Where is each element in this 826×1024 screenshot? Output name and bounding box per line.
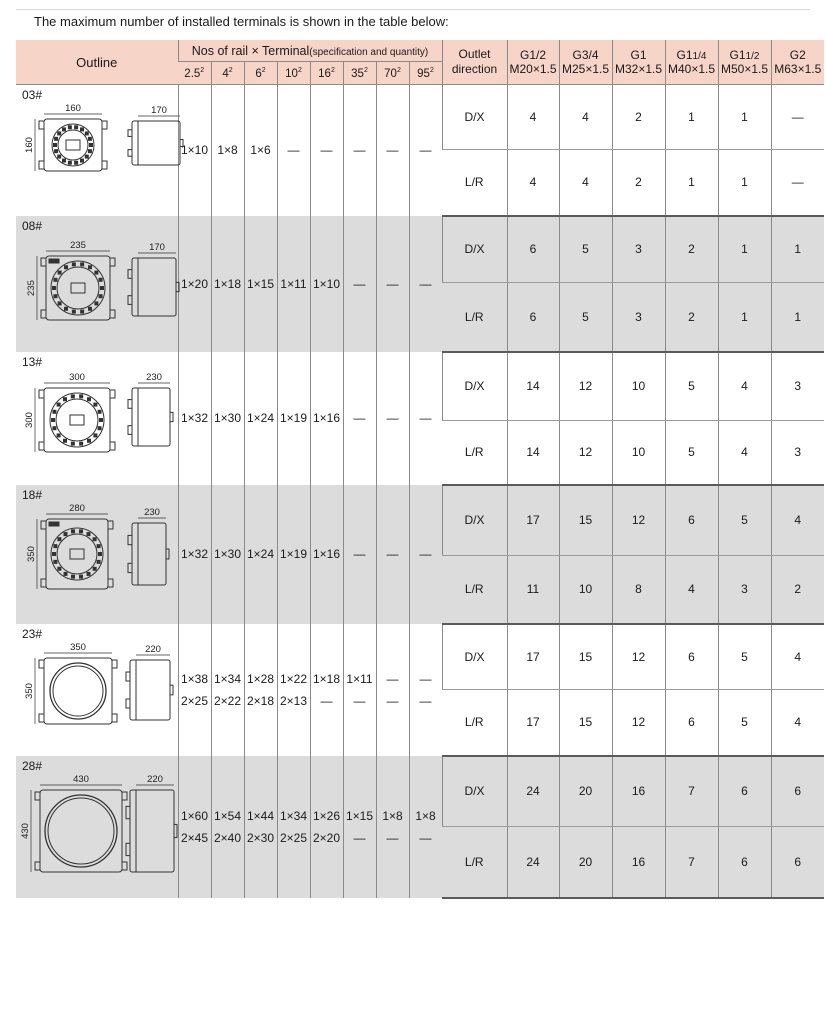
gland-quantity-cell: 24 xyxy=(507,756,559,827)
gland-quantity-cell: 1 xyxy=(718,85,771,150)
dimension-height: 350 xyxy=(26,545,37,562)
outlet-direction-cell: D/X xyxy=(442,624,507,690)
dimension-front-width: 235 xyxy=(70,239,86,251)
dimension-side-depth: 220 xyxy=(145,643,161,655)
gland-quantity-cell: 1 xyxy=(718,283,771,352)
terminal-size-header: $16^2$ xyxy=(310,62,343,85)
rail-terminal-cell: 1×18 xyxy=(211,216,244,352)
rail-terminal-cell: 1×16 xyxy=(310,485,343,624)
gland-quantity-cell: 15 xyxy=(559,624,612,690)
model-name: 03# xyxy=(22,88,43,102)
outline-cell xyxy=(16,485,178,624)
intro-text: The maximum number of installed terminals is shown in the table below: xyxy=(34,14,449,29)
dimension-side-depth: 230 xyxy=(144,506,160,518)
enclosure-drawing xyxy=(22,238,174,348)
gland-quantity-cell: 1 xyxy=(771,283,824,352)
gland-quantity-cell: 11 xyxy=(507,556,559,624)
gland-quantity-cell: 6 xyxy=(665,624,718,690)
rail-terminal-cell: 1×16 xyxy=(310,352,343,485)
rail-terminal-cell: — xyxy=(277,85,310,216)
rail-terminal-cell: — xyxy=(409,485,442,624)
rail-terminal-cell: 1×44 2×30 xyxy=(244,756,277,898)
outlet-direction-cell: D/X xyxy=(442,352,507,421)
model-name: 28# xyxy=(22,758,43,773)
outline-cell xyxy=(16,216,178,352)
rail-terminal-cell: — — xyxy=(409,624,442,756)
gland-quantity-cell: 4 xyxy=(559,150,612,216)
gland-quantity-cell: 17 xyxy=(507,624,559,690)
terminal-size-header: $10^2$ xyxy=(277,62,310,85)
rail-terminal-cell: 1×30 xyxy=(211,352,244,485)
gland-header: G1/2 M20×1.5 xyxy=(507,40,559,85)
gland-quantity-cell: 4 xyxy=(507,150,559,216)
gland-quantity-cell: 2 xyxy=(665,283,718,352)
terminal-table xyxy=(16,40,824,899)
dimension-height: 430 xyxy=(20,822,31,839)
rail-terminal-cell: 1×19 xyxy=(277,352,310,485)
terminal-size-header: $4^2$ xyxy=(211,62,244,85)
rail-terminal-cell: 1×15 xyxy=(244,216,277,352)
rail-group-header: Nos of rail × Terminal(specification and quantity) xyxy=(178,40,442,62)
rail-terminal-cell: — xyxy=(343,85,376,216)
gland-quantity-cell: 14 xyxy=(507,421,559,485)
outlet-direction-cell: L/R xyxy=(442,827,507,898)
gland-quantity-cell: 7 xyxy=(665,756,718,827)
model-name: 08# xyxy=(22,218,43,233)
gland-quantity-cell: 6 xyxy=(507,216,559,283)
dimension-side-depth: 170 xyxy=(151,105,167,116)
gland-header: G1 M32×1.5 xyxy=(612,40,665,85)
rail-terminal-cell: 1×24 xyxy=(244,485,277,624)
gland-quantity-cell: 5 xyxy=(665,352,718,421)
rail-terminal-cell: — xyxy=(343,216,376,352)
table-row xyxy=(16,485,824,556)
gland-quantity-cell: 5 xyxy=(559,283,612,352)
gland-quantity-cell: 6 xyxy=(718,827,771,898)
dimension-side-depth: 220 xyxy=(147,773,163,785)
gland-quantity-cell: 20 xyxy=(559,827,612,898)
rail-terminal-cell: — xyxy=(376,352,409,485)
rail-terminal-cell: — xyxy=(376,485,409,624)
gland-quantity-cell: 10 xyxy=(612,421,665,485)
terminal-size-header: $70^2$ xyxy=(376,62,409,85)
gland-quantity-cell: 12 xyxy=(612,690,665,756)
outline-header: Outline xyxy=(16,40,178,85)
rail-terminal-cell: — xyxy=(409,85,442,216)
outline-cell xyxy=(16,85,178,216)
gland-quantity-cell: 1 xyxy=(665,85,718,150)
rail-terminal-cell: — — xyxy=(376,624,409,756)
rail-terminal-cell: 1×8 — xyxy=(376,756,409,898)
gland-quantity-cell: 6 xyxy=(718,756,771,827)
rail-terminal-cell: 1×24 xyxy=(244,352,277,485)
rail-terminal-cell: 1×18 — xyxy=(310,624,343,756)
gland-quantity-cell: 1 xyxy=(665,150,718,216)
outlet-direction-cell: D/X xyxy=(442,85,507,150)
enclosure-drawing xyxy=(22,502,174,620)
gland-header: G2 M63×1.5 xyxy=(771,40,824,85)
rail-terminal-cell: — xyxy=(343,352,376,485)
gland-quantity-cell: 16 xyxy=(612,756,665,827)
rail-terminal-cell: — xyxy=(376,216,409,352)
gland-quantity-cell: 15 xyxy=(559,690,612,756)
outlet-direction-cell: D/X xyxy=(442,756,507,827)
dimension-front-width: 430 xyxy=(73,773,89,785)
gland-quantity-cell: 17 xyxy=(507,690,559,756)
gland-quantity-cell: 4 xyxy=(559,85,612,150)
rail-terminal-cell: 1×34 2×25 xyxy=(277,756,310,898)
rail-terminal-cell: — xyxy=(409,352,442,485)
terminal-size-header: $35^2$ xyxy=(343,62,376,85)
gland-header: G3/4 M25×1.5 xyxy=(559,40,612,85)
outlet-direction-cell: L/R xyxy=(442,690,507,756)
gland-quantity-cell: 6 xyxy=(771,756,824,827)
rail-terminal-cell: — xyxy=(343,485,376,624)
top-rule xyxy=(16,9,810,10)
rail-terminal-cell: 1×38 2×25 xyxy=(178,624,211,756)
rail-terminal-cell: 1×11 — xyxy=(343,624,376,756)
gland-quantity-cell: — xyxy=(771,150,824,216)
outlet-direction-cell: D/X xyxy=(442,216,507,283)
gland-quantity-cell: 3 xyxy=(718,556,771,624)
gland-quantity-cell: 5 xyxy=(665,421,718,485)
gland-quantity-cell: 3 xyxy=(771,421,824,485)
gland-header: G11/2 M50×1.5 xyxy=(718,40,771,85)
rail-terminal-cell: 1×6 xyxy=(244,85,277,216)
rail-terminal-cell: 1×32 xyxy=(178,485,211,624)
rail-terminal-cell: — xyxy=(376,85,409,216)
gland-quantity-cell: 3 xyxy=(771,352,824,421)
gland-quantity-cell: 12 xyxy=(612,624,665,690)
rail-terminal-cell: 1×10 xyxy=(310,216,343,352)
rail-terminal-cell: 1×22 2×13 xyxy=(277,624,310,756)
gland-quantity-cell: 15 xyxy=(559,485,612,556)
gland-quantity-cell: 4 xyxy=(771,485,824,556)
gland-quantity-cell: 7 xyxy=(665,827,718,898)
gland-quantity-cell: 24 xyxy=(507,827,559,898)
table-row xyxy=(16,352,824,421)
gland-quantity-cell: 2 xyxy=(771,556,824,624)
rail-terminal-cell: 1×11 xyxy=(277,216,310,352)
gland-quantity-cell: 12 xyxy=(559,421,612,485)
outlet-direction-cell: L/R xyxy=(442,421,507,485)
outlet-direction-cell: L/R xyxy=(442,150,507,216)
gland-quantity-cell: 4 xyxy=(771,624,824,690)
terminal-size-header: $6^2$ xyxy=(244,62,277,85)
rail-terminal-cell: 1×19 xyxy=(277,485,310,624)
gland-quantity-cell: 1 xyxy=(718,150,771,216)
terminal-size-header: $2.5^2$ xyxy=(178,62,211,85)
table-row xyxy=(16,756,824,827)
rail-terminal-cell: 1×30 xyxy=(211,485,244,624)
gland-quantity-cell: 2 xyxy=(612,85,665,150)
gland-quantity-cell: — xyxy=(771,85,824,150)
gland-quantity-cell: 4 xyxy=(771,690,824,756)
rail-terminal-cell: 1×26 2×20 xyxy=(310,756,343,898)
enclosure-drawing xyxy=(22,103,174,212)
gland-quantity-cell: 10 xyxy=(612,352,665,421)
gland-quantity-cell: 17 xyxy=(507,485,559,556)
gland-quantity-cell: 4 xyxy=(718,421,771,485)
rail-terminal-cell: 1×10 xyxy=(178,85,211,216)
gland-quantity-cell: 5 xyxy=(718,624,771,690)
gland-quantity-cell: 4 xyxy=(665,556,718,624)
gland-quantity-cell: 6 xyxy=(771,827,824,898)
table-row xyxy=(16,85,824,150)
dimension-front-width: 280 xyxy=(69,502,85,514)
rail-terminal-cell: — xyxy=(409,216,442,352)
gland-quantity-cell: 1 xyxy=(718,216,771,283)
gland-quantity-cell: 2 xyxy=(612,150,665,216)
rail-terminal-cell: 1×28 2×18 xyxy=(244,624,277,756)
gland-quantity-cell: 3 xyxy=(612,283,665,352)
gland-quantity-cell: 1 xyxy=(771,216,824,283)
enclosure-drawing xyxy=(22,371,174,481)
gland-quantity-cell: 16 xyxy=(612,827,665,898)
dimension-side-depth: 230 xyxy=(146,371,162,383)
table-row xyxy=(16,624,824,690)
gland-quantity-cell: 5 xyxy=(718,485,771,556)
rail-terminal-cell: 1×60 2×45 xyxy=(178,756,211,898)
outlet-direction-header: Outlet direction xyxy=(442,40,507,85)
rail-terminal-cell: 1×15 — xyxy=(343,756,376,898)
outlet-direction-cell: L/R xyxy=(442,283,507,352)
rail-terminal-cell: 1×54 2×40 xyxy=(211,756,244,898)
gland-quantity-cell: 12 xyxy=(559,352,612,421)
gland-quantity-cell: 5 xyxy=(559,216,612,283)
gland-quantity-cell: 6 xyxy=(665,485,718,556)
terminal-size-header: $95^2$ xyxy=(409,62,442,85)
gland-quantity-cell: 10 xyxy=(559,556,612,624)
rail-terminal-cell: 1×20 xyxy=(178,216,211,352)
gland-quantity-cell: 2 xyxy=(665,216,718,283)
dimension-front-width: 350 xyxy=(70,641,86,653)
model-name: 13# xyxy=(22,354,43,369)
gland-quantity-cell: 5 xyxy=(718,690,771,756)
model-name: 23# xyxy=(22,626,43,641)
gland-header: G11/4 M40×1.5 xyxy=(665,40,718,85)
dimension-front-width: 300 xyxy=(69,371,85,383)
rail-terminal-cell: 1×34 2×22 xyxy=(211,624,244,756)
enclosure-drawing xyxy=(20,773,174,894)
rail-terminal-cell: 1×32 xyxy=(178,352,211,485)
outline-cell xyxy=(16,352,178,485)
gland-quantity-cell: 6 xyxy=(665,690,718,756)
dimension-height: 350 xyxy=(24,682,35,699)
gland-quantity-cell: 8 xyxy=(612,556,665,624)
dimension-height: 160 xyxy=(24,137,35,153)
outlet-direction-cell: L/R xyxy=(442,556,507,624)
outlet-direction-cell: D/X xyxy=(442,485,507,556)
dimension-height: 235 xyxy=(26,279,37,296)
rail-terminal-cell: 1×8 — xyxy=(409,756,442,898)
gland-quantity-cell: 14 xyxy=(507,352,559,421)
gland-quantity-cell: 12 xyxy=(612,485,665,556)
rail-terminal-cell: 1×8 xyxy=(211,85,244,216)
outline-cell xyxy=(16,756,178,898)
dimension-side-depth: 170 xyxy=(149,241,165,253)
gland-quantity-cell: 3 xyxy=(612,216,665,283)
dimension-height: 300 xyxy=(24,411,35,428)
table-row xyxy=(16,216,824,283)
dimension-front-width: 160 xyxy=(65,103,81,114)
gland-quantity-cell: 20 xyxy=(559,756,612,827)
gland-quantity-cell: 4 xyxy=(718,352,771,421)
rail-terminal-cell: — xyxy=(310,85,343,216)
enclosure-drawing xyxy=(22,641,174,752)
outline-cell xyxy=(16,624,178,756)
gland-quantity-cell: 4 xyxy=(507,85,559,150)
gland-quantity-cell: 6 xyxy=(507,283,559,352)
model-name: 18# xyxy=(22,487,43,502)
